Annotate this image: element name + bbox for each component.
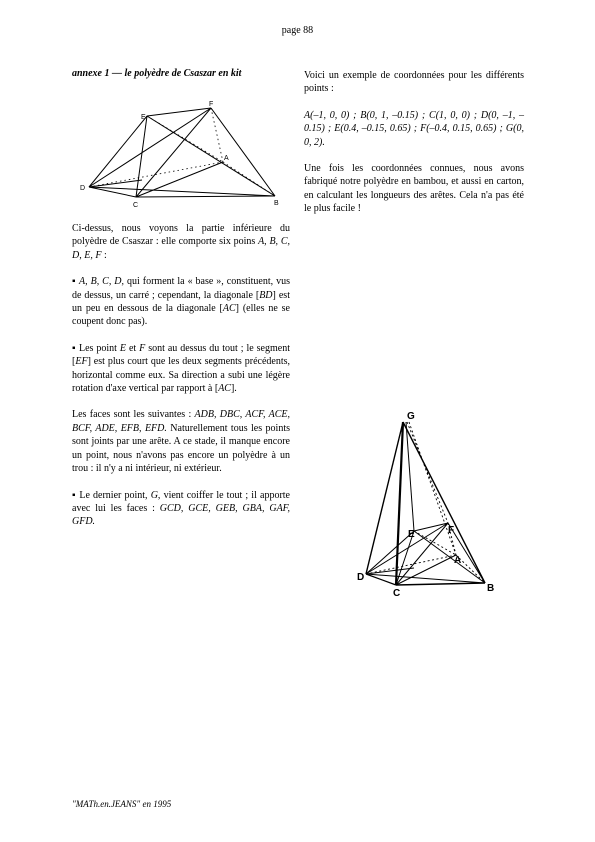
label-b: B	[274, 200, 279, 207]
paragraph-intro: Ci-dessus, nous voyons la partie inférieure du polyèdre de Csaszar : elle comporte six poins A, B, C, D, E, F :	[72, 223, 291, 261]
label-f: F	[209, 101, 214, 108]
label-e: E	[141, 114, 146, 121]
label-d: D	[357, 572, 365, 583]
paragraph-coords-intro: Voici un exemple de coordonnées pour les différents points :	[304, 70, 524, 95]
figure-lower-polyhedron	[78, 100, 288, 210]
label-g: G	[407, 411, 415, 422]
paragraph-base: ▪ A, B, C, D, qui forment la « base », constituent, vus de dessus, un carré ; cependant, la diagonale [BD] est un peu en dessous de la diagonale [AC] (elles ne se coupent donc pas).	[72, 276, 291, 328]
edge-df	[89, 108, 211, 187]
left-column-text	[72, 222, 290, 542]
edge-cf	[136, 108, 211, 197]
paragraph-g: ▪ Le dernier point, G, vient coiffer le tout ; il apporte avec lui les faces : GCD, GCE, GEB, GBA, GAF, GFD.	[72, 489, 291, 528]
label-c: C	[393, 588, 401, 599]
label-c: C	[133, 202, 139, 209]
page-number: page 88	[281, 25, 314, 36]
edge-d-inner	[89, 180, 142, 187]
section-heading: annexe 1 — le polyèdre de Csaszar en kit	[72, 68, 242, 79]
label-d: D	[80, 185, 86, 192]
label-f: F	[448, 525, 455, 536]
edge-db	[89, 187, 275, 196]
label-a: A	[454, 555, 462, 566]
paragraph-coords: A(–1, 0, 0) ; B(0, 1, –0.15) ; C(1, 0, 0) ; D(0, –1, –0.15) ; E(0.4, –0.15, 0.65) ; F(–0.4, 0.15, 0.65) ; G(0, 0, 2).	[304, 109, 524, 148]
label-a: A	[224, 155, 229, 162]
footer: "MATh.en.JEANS" en 1995	[72, 799, 172, 809]
paragraph-bamboo: Une fois les coordonnées connues, nous avons fabriqué notre polyèdre en bambou, et aussi en carton, en calculant les longueurs des arêtes. Cela n'a pas été le plus facile !	[304, 163, 524, 215]
label-e: E	[408, 529, 415, 540]
paragraph-faces: Les faces sont les suivantes : ADB, DBC, ACF, ACE, BCF, ADE, EFB, EFD. Naturellement tous les points sont joints par une arête. A ce stade, il manque encore un point, nous n'avons pas encore un polyèdre à un trou : il n'y a ni intérieur, ni extérieur.	[72, 409, 291, 475]
paragraph-ef: ▪ Les point E et F sont au dessus du tout ; le segment [EF] est plus court que les deux segments précédents, horizontal comme eux. Sa direction a subi une légère rotation d'axe vertical par rapport à [AC].	[72, 342, 290, 395]
right-column-text	[304, 69, 524, 229]
edge-cb	[136, 196, 275, 197]
label-b: B	[487, 583, 495, 594]
figure-full-polyhedron	[350, 405, 500, 600]
